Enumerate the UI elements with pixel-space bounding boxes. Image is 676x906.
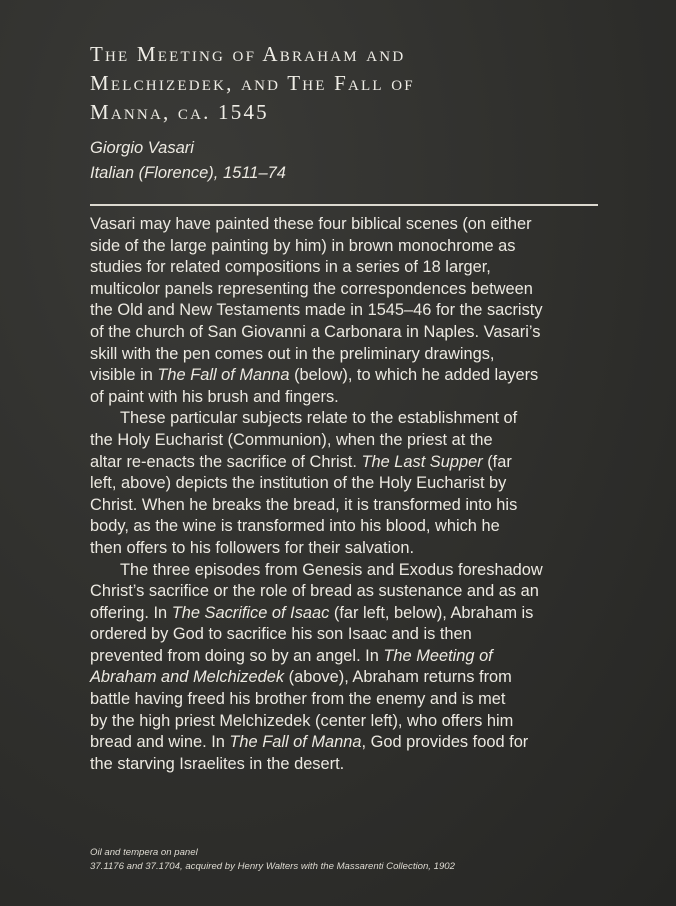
text-line (90, 667, 610, 689)
text-line: then offers to his followers for their salvation. (90, 538, 415, 557)
text-line: of paint with his brush and fingers. (90, 387, 339, 406)
title-line: Manna, ca. 1545 (90, 100, 269, 124)
text-line: the Holy Eucharist (Communion), when the priest at the (90, 430, 493, 449)
text-line: body, as the wine is transformed into his blood, which he (90, 517, 500, 536)
artist-nationality: Italian (Florence), 1511–74 (90, 164, 286, 182)
text-line: the Old and New Testaments made in 1545–46 for the sacristy (90, 301, 543, 320)
artwork-title-ref: The Meeting of (383, 646, 493, 665)
text-line: of the church of San Giovanni a Carbonara in Naples. Vasari’s (90, 322, 541, 341)
text-line (90, 646, 610, 668)
artwork-title (90, 40, 630, 127)
text-line (90, 452, 610, 474)
text-line: Vasari may have painted these four biblical scenes (on either (90, 215, 532, 233)
artist-name: Giorgio Vasari (90, 139, 194, 157)
artwork-title-ref: The Fall of Manna (229, 733, 362, 752)
text-line: skill with the pen comes out in the preliminary drawings, (90, 344, 495, 363)
text-line: the starving Israelites in the desert. (90, 754, 345, 773)
text-run: (above), Abraham returns from (284, 668, 512, 687)
artwork-title-ref: The Fall of Manna (157, 366, 290, 385)
text-run: , God provides food for (361, 733, 529, 752)
accession-text: 37.1176 and 37.1704, acquired by Henry Walters with the Massarenti Collection, 1902 (90, 861, 455, 872)
text-line: by the high priest Melchizedek (center left), who offers him (90, 711, 514, 730)
label-body-text (90, 214, 610, 775)
text-line: studies for related compositions in a series of 18 larger, (90, 258, 491, 277)
text-line: The three episodes from Genesis and Exodus foreshadow (120, 560, 543, 579)
text-run: (far left, below), Abraham is (329, 603, 534, 622)
medium-text: Oil and tempera on panel (90, 847, 198, 858)
title-line: The Meeting of Abraham and (90, 42, 406, 66)
text-line (90, 603, 610, 625)
text-line (90, 365, 610, 387)
text-line: multicolor panels representing the correspondences between (90, 279, 533, 298)
divider-rule (90, 204, 598, 206)
text-run: (below), to which he added layers (289, 366, 539, 385)
text-run: altar re-enacts the sacrifice of Christ. (90, 452, 362, 471)
text-line (90, 732, 610, 754)
text-line: These particular subjects relate to the establishment of (120, 409, 518, 428)
text-line: left, above) depicts the institution of the Holy Eucharist by (90, 474, 507, 493)
credit-line (90, 846, 455, 874)
text-run: bread and wine. In (90, 733, 230, 752)
text-run: visible in (90, 366, 158, 385)
text-run: offering. In (90, 603, 172, 622)
text-line: side of the large painting by him) in brown monochrome as (90, 236, 516, 255)
artwork-title-ref: The Last Supper (361, 452, 483, 471)
text-line: ordered by God to sacrifice his son Isaac and is then (90, 625, 472, 644)
text-line: Christ’s sacrifice or the role of bread as sustenance and as an (90, 582, 539, 601)
artwork-title-ref: The Sacrifice of Isaac (171, 603, 330, 622)
title-line: Melchizedek, and The Fall of (90, 71, 415, 95)
text-run: prevented from doing so by an angel. In (90, 646, 384, 665)
text-line: battle having freed his brother from the enemy and is met (90, 690, 506, 709)
text-line: Christ. When he breaks the bread, it is transformed into his (90, 495, 518, 514)
artist-block (90, 136, 286, 186)
text-run: (far (482, 452, 512, 471)
artwork-title-ref: Abraham and Melchizedek (90, 668, 285, 687)
